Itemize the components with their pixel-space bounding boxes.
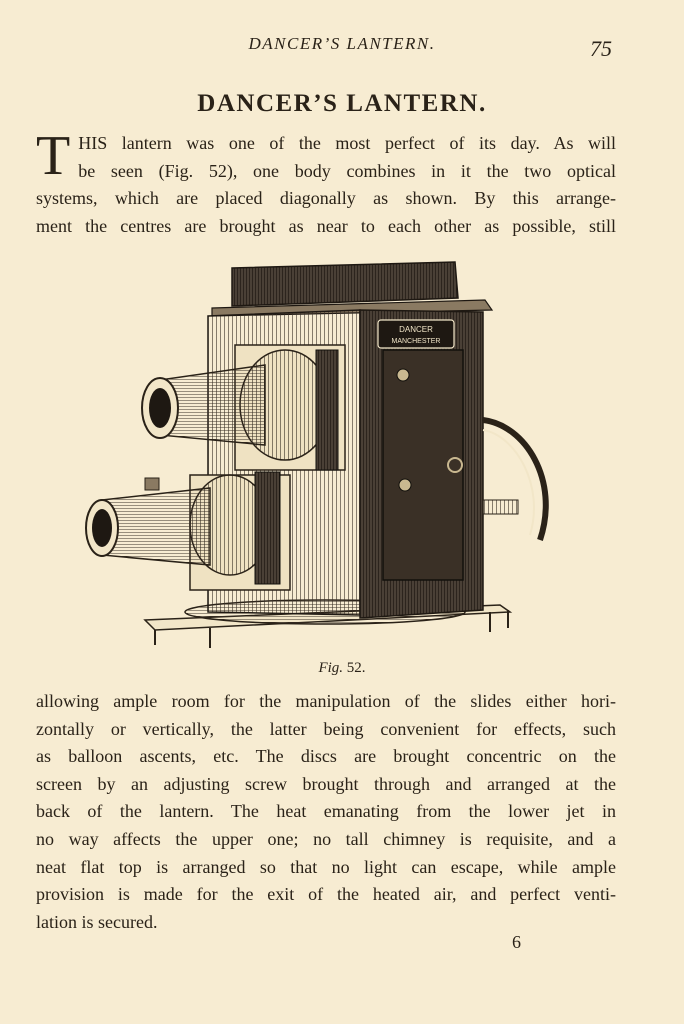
running-head: DANCER’S LANTERN. (248, 34, 436, 53)
intro-line: systems, which are placed diagonally as shown. By this arrange- (36, 188, 616, 208)
signature-mark: 6 (512, 932, 521, 952)
plate-text-manchester: MANCHESTER (391, 338, 441, 345)
body-line: no way affects the upper one; no tall chimney is requisite, and a (36, 828, 616, 849)
plate-text-dancer: DANCER (399, 325, 433, 334)
body-line: neat flat top is arranged so that no light can escape, while ample (36, 856, 616, 877)
intro-line: ment the centres are brought as near to each other as possible, still (36, 215, 616, 236)
intro-line: HIS lantern was one of the most perfect of its day. As will (78, 133, 616, 153)
body-line: screen by an adjusting screw brought through and arranged at the (36, 773, 616, 794)
body-paragraph (36, 688, 616, 936)
maker-plate (378, 320, 454, 348)
lantern-illustration (60, 250, 580, 650)
intro-paragraph (36, 125, 616, 240)
body-line: provision is made for the exit of the heated air, and perfect venti- (36, 884, 616, 905)
section-title: DANCER’S LANTERN. (197, 90, 487, 117)
body-line: allowing ample room for the manipulation of the slides either hori- (36, 691, 616, 711)
lantern-top (212, 262, 492, 316)
lower-lens (86, 472, 290, 590)
page-number: 75 (590, 36, 612, 61)
body-line: zontally or vertically, the latter being convenient for effects, such (36, 718, 616, 739)
caption-number: 52. (346, 660, 366, 676)
body-line: as balloon ascents, etc. The discs are brought concentric on the (36, 746, 616, 767)
body-line: lation is secured. (36, 911, 158, 932)
intro-line: be seen (Fig. 52), one body combines in it the two optical (78, 160, 616, 181)
caption-label: Fig. (318, 660, 344, 676)
upper-lens (142, 345, 345, 470)
drop-cap: T (36, 125, 71, 187)
figure-caption (0, 660, 684, 677)
body-line: back of the lantern. The heat emanating from the lower jet in (36, 801, 616, 822)
